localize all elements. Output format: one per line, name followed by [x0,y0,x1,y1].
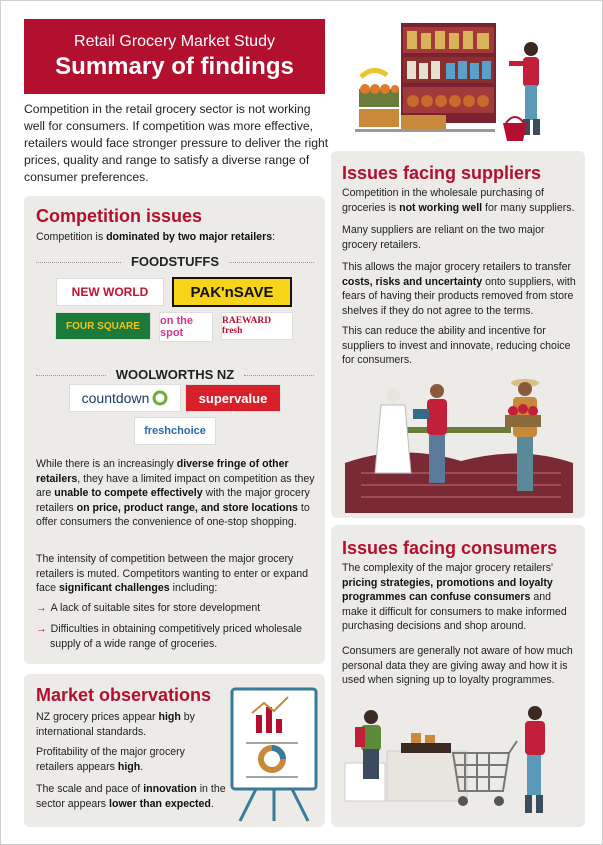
raeward-fresh-logo: RAEWARD fresh [221,312,293,340]
freshchoice-logo: freshchoice [134,417,216,445]
competition-intensity-paragraph: The intensity of competition between the major grocery retailers is muted. Competitors wanting to enter or expand face significant challenges including: [36,553,309,594]
suppliers-p3: This allows the major grocery retailers to transfer costs, risks and uncertainty onto suppliers, with fears of having their products removed from store shelves if they do not agree to the terms. [342,261,576,317]
suppliers-illustration [341,373,577,513]
grocery-shelf-illustration [351,19,576,147]
consumers-p1: The complexity of the major grocery retailers' pricing strategies, promotions and loyalty programmes can confuse consumers and make it difficult for consumers to make informed purchasing decisions and shop around. [342,562,567,632]
page-title: Summary of findings [55,53,294,80]
consumers-illustration [341,701,577,823]
consumers-heading: Issues facing consumers [342,538,558,558]
title-banner [24,19,325,94]
market-innovation-text: The scale and pace of innovation in the sector appears lower than expected. [36,783,226,810]
divider [229,262,314,263]
market-prices-text: NZ grocery prices appear high by international standards. [36,711,195,738]
paknsave-logo: PAK'nSAVE [172,277,292,307]
on-the-spot-logo: on the spot [159,312,213,342]
supervalue-logo: supervalue [185,384,281,412]
new-world-logo: NEW WORLD [56,278,164,306]
market-heading: Market observations [36,685,212,705]
list-item: → Difficulties in obtaining competitively priced wholesale supply of a wide range of groceries. [36,623,302,650]
suppliers-heading: Issues facing suppliers [342,163,542,183]
suppliers-p2: Many suppliers are reliant on the two major grocery retailers. [342,224,545,251]
flipchart-illustration [226,685,321,825]
page-subtitle: Retail Grocery Market Study [74,33,275,50]
arrow-right-icon: → [36,602,47,614]
foodstuffs-heading: FOODSTUFFS [130,254,220,269]
market-profitability-text: Profitability of the major grocery retailers appears high. [36,746,185,773]
divider [244,375,314,376]
list-item: → A lack of suitable sites for store development [36,602,261,614]
arrow-right-icon: → [36,623,47,635]
fringe-retailers-paragraph: While there is an increasingly diverse fringe of other retailers, they have a limited impact on competition as they are unable to compete effectively with the major grocery retailers on price, product range, and store locations to offer consumers the convenience of one-stop shopping. [36,458,315,528]
four-square-logo: FOUR SQUARE [55,312,151,340]
countdown-leaf-icon [152,390,168,406]
competition-lead: Competition is dominated by two major retailers: [36,231,276,243]
intro-paragraph: Competition in the retail grocery sector is not working well for consumers. If competition was more effective, retailers would face stronger pressure to deliver the right prices, quality and range to satisfy a diverse range of consumer preferences. [24,102,329,184]
competition-heading: Competition issues [36,206,203,226]
suppliers-p4: This can reduce the ability and incentive for suppliers to invest and innovate, reducing choice for consumers. [342,325,571,366]
suppliers-p1: Competition in the wholesale purchasing of groceries is not working well for many suppliers. [342,187,575,214]
woolworths-heading: WOOLWORTHS NZ [115,367,235,382]
consumers-p2: Consumers are generally not aware of how much personal data they are giving away and how it is used when signing up to loyalty programmes. [342,645,573,686]
countdown-logo: countdown [69,384,181,412]
